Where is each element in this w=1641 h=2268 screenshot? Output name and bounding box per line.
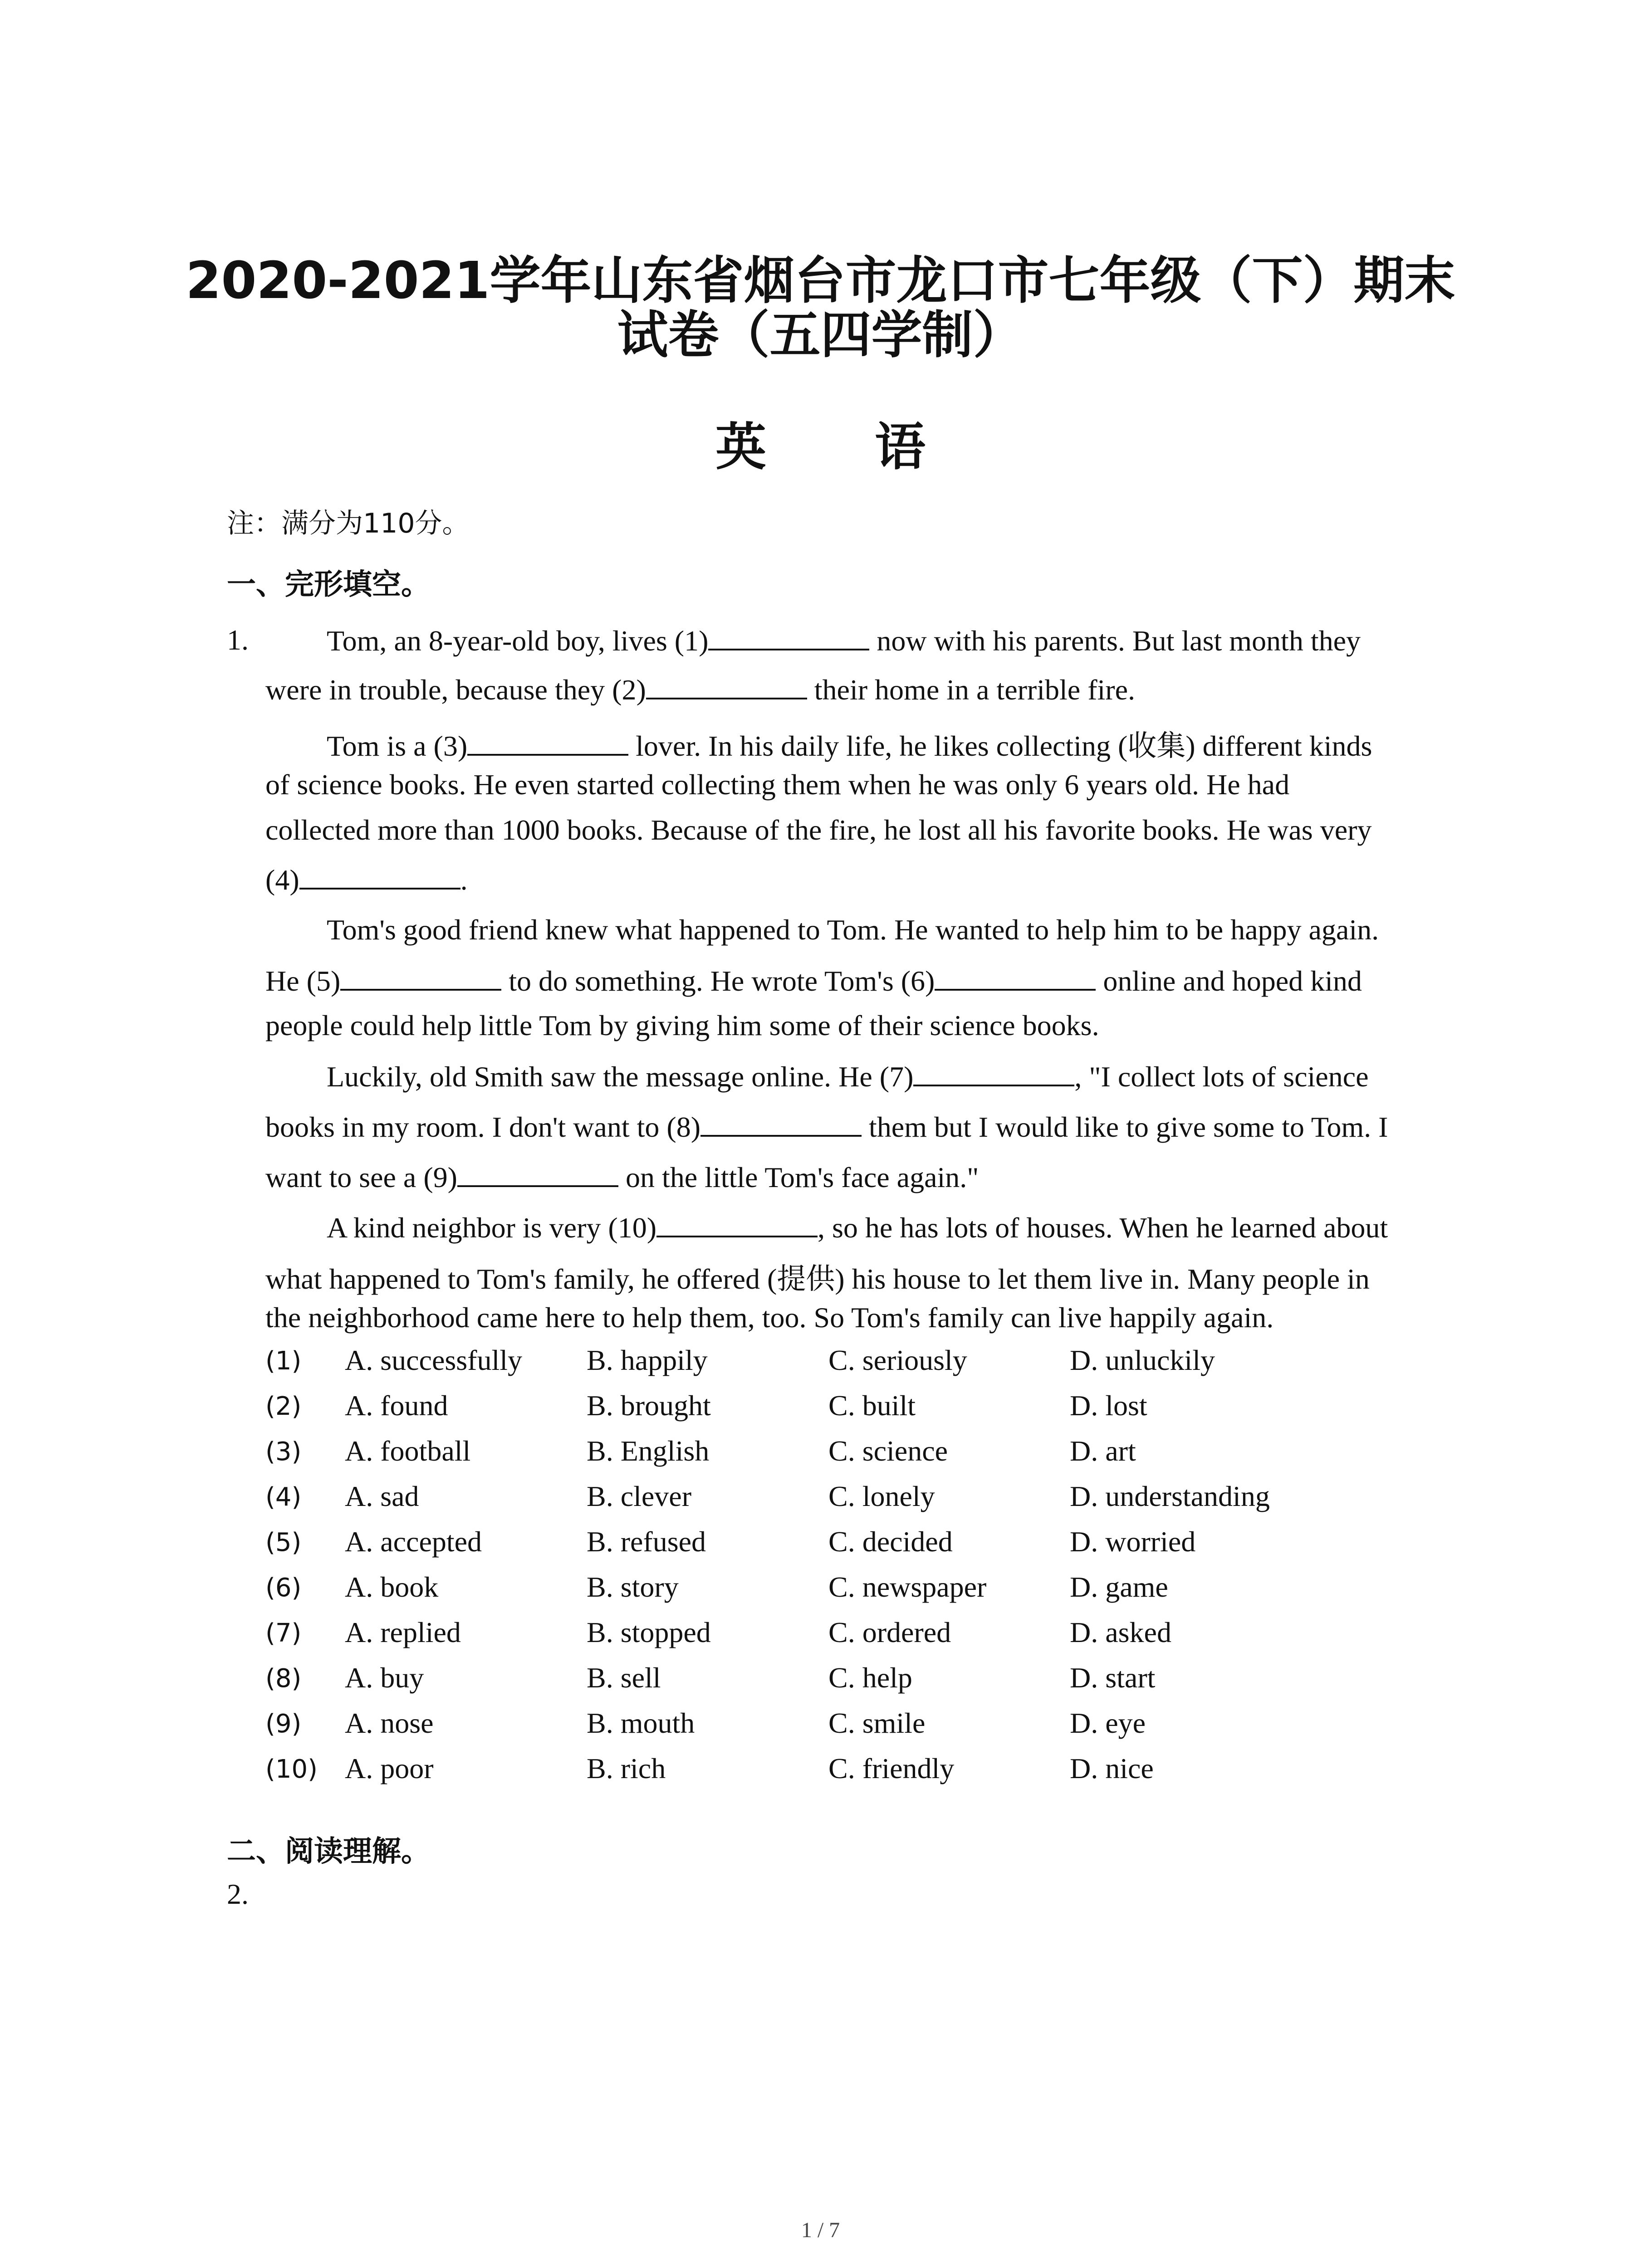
passage-line: Tom's good friend knew what happened to Tom. He wanted to help him to be happy again. [327,914,1379,946]
passage-text: , "I collect lots of science [1074,1061,1369,1093]
passage-text: Tom, an 8-year-old boy, lives (1) [327,625,709,657]
option-row-number: (3) [265,1437,302,1466]
passage-text: were in trouble, because they (2) [265,674,646,706]
option-a: A. successfully [345,1344,523,1376]
passage-text: (4) [265,864,299,896]
passage-line [327,623,1361,658]
option-row-number: (4) [265,1482,302,1512]
option-row-number: (7) [265,1618,302,1648]
option-b: B. mouth [587,1707,695,1739]
passage-line [265,1160,979,1194]
answer-blank [913,1059,1074,1086]
page-number: 1 / 7 [801,2218,840,2242]
option-b: B. stopped [587,1616,711,1648]
answer-blank [708,623,869,650]
option-c: C. ordered [828,1616,951,1648]
option-c: C. science [828,1435,948,1467]
passage-text: books in my room. I don't want to (8) [265,1111,700,1143]
option-a: A. nose [345,1707,434,1739]
option-b: B. refused [587,1525,706,1558]
passage-text: on the little Tom's face again." [618,1161,979,1193]
option-row [0,1616,1452,1661]
option-row-number: (5) [265,1528,302,1557]
passage-text: , so he has lots of houses. When he learned about [818,1212,1388,1244]
passage-text: . [460,864,468,896]
option-d: D. eye [1070,1707,1146,1739]
answer-blank [656,1210,818,1237]
option-b: B. English [587,1435,710,1467]
option-b: B. sell [587,1662,661,1694]
passage-line [265,1110,1388,1144]
answer-blank [700,1110,862,1137]
passage-text: online and hoped kind [1096,965,1362,997]
document-title-line-1: 2020-2021学年山东省烟台市龙口市七年级（下）期末 [186,251,1455,310]
passage-line: collected more than 1000 books. Because of the fire, he lost all his favorite books. He was very [265,814,1372,846]
option-row [0,1752,1452,1797]
option-d: D. lost [1070,1389,1147,1422]
option-c: C. smile [828,1707,926,1739]
option-row-number: (1) [265,1346,302,1376]
section-heading-reading: 二、阅读理解。 [227,1835,430,1868]
option-c: C. built [828,1389,916,1422]
passage-line [327,723,1372,764]
passage-text: Luckily, old Smith saw the message online. He (7) [327,1061,914,1093]
option-row-number: (9) [265,1709,302,1739]
score-note: 注：满分为110分。 [227,508,470,539]
option-d: D. asked [1070,1616,1171,1648]
option-row [0,1570,1452,1616]
option-c: C. seriously [828,1344,967,1376]
option-row [0,1706,1452,1752]
option-d: D. unluckily [1070,1344,1215,1376]
option-b: B. rich [587,1752,666,1784]
option-row-number: (6) [265,1573,302,1603]
answer-blank [646,672,807,699]
passage-text: want to see a (9) [265,1161,457,1193]
passage-line [265,963,1362,998]
option-a: A. replied [345,1616,461,1648]
option-a: A. accepted [345,1525,482,1558]
question-number: 2. [227,1878,249,1910]
answer-blank [340,963,501,991]
option-c: C. lonely [828,1480,935,1512]
passage-line [265,862,468,897]
option-a: A. poor [345,1752,434,1784]
passage-line: the neighborhood came here to help them, too. So Tom's family can live happily again. [265,1301,1274,1334]
passage-text: A kind neighbor is very (10) [327,1212,656,1244]
passage-text: now with his parents. But last month they [869,625,1361,657]
option-b: B. happily [587,1344,708,1376]
option-row [0,1525,1452,1570]
passage-text: their home in a terrible fire. [807,674,1135,706]
option-d: D. game [1070,1571,1168,1603]
subject-heading: 英 语 [715,418,971,477]
option-row [0,1434,1452,1480]
passage-line [265,672,1135,707]
section-heading-cloze: 一、完形填空。 [227,568,430,601]
option-row-number: (10) [265,1755,318,1784]
option-c: C. decided [828,1525,953,1558]
passage-line: people could help little Tom by giving him some of their science books. [265,1009,1099,1041]
option-row [0,1344,1452,1389]
passage-line [327,1210,1388,1245]
passage-line [327,1059,1368,1094]
option-b: B. clever [587,1480,691,1512]
option-c: C. friendly [828,1752,955,1784]
option-row [0,1389,1452,1434]
option-d: D. start [1070,1662,1156,1694]
option-a: A. book [345,1571,439,1603]
option-row-number: (2) [265,1392,302,1421]
option-b: B. brought [587,1389,711,1422]
option-d: D. art [1070,1435,1136,1467]
option-row-number: (8) [265,1664,302,1693]
passage-text: He (5) [265,965,341,997]
passage-text: to do something. He wrote Tom's (6) [501,965,935,997]
option-a: A. football [345,1435,471,1467]
answer-blank [467,728,628,756]
passage-line: of science books. He even started collecting them when he was only 6 years old. He had [265,768,1290,801]
option-d: D. understanding [1070,1480,1270,1512]
option-a: A. sad [345,1480,419,1512]
document-title-line-2: 试卷（五四学制） [617,306,1024,365]
option-c: C. newspaper [828,1571,987,1603]
option-d: D. nice [1070,1752,1154,1784]
option-b: B. story [587,1571,679,1603]
option-c: C. help [828,1662,912,1694]
option-row [0,1661,1452,1706]
passage-text: lover. In his daily life, he likes collecting (收集) different kinds [628,730,1372,762]
passage-text: Tom is a (3) [327,730,468,762]
answer-blank [299,862,460,890]
answer-blank [457,1160,618,1187]
question-number: 1. [227,624,249,656]
option-row [0,1480,1452,1525]
option-a: A. found [345,1389,448,1422]
passage-line: what happened to Tom's family, he offered (提供) his house to let them live in. Many people in [265,1263,1370,1295]
passage-text: them but I would like to give some to Tom. I [862,1111,1388,1143]
option-a: A. buy [345,1662,424,1694]
answer-blank [935,963,1096,991]
option-d: D. worried [1070,1525,1196,1558]
